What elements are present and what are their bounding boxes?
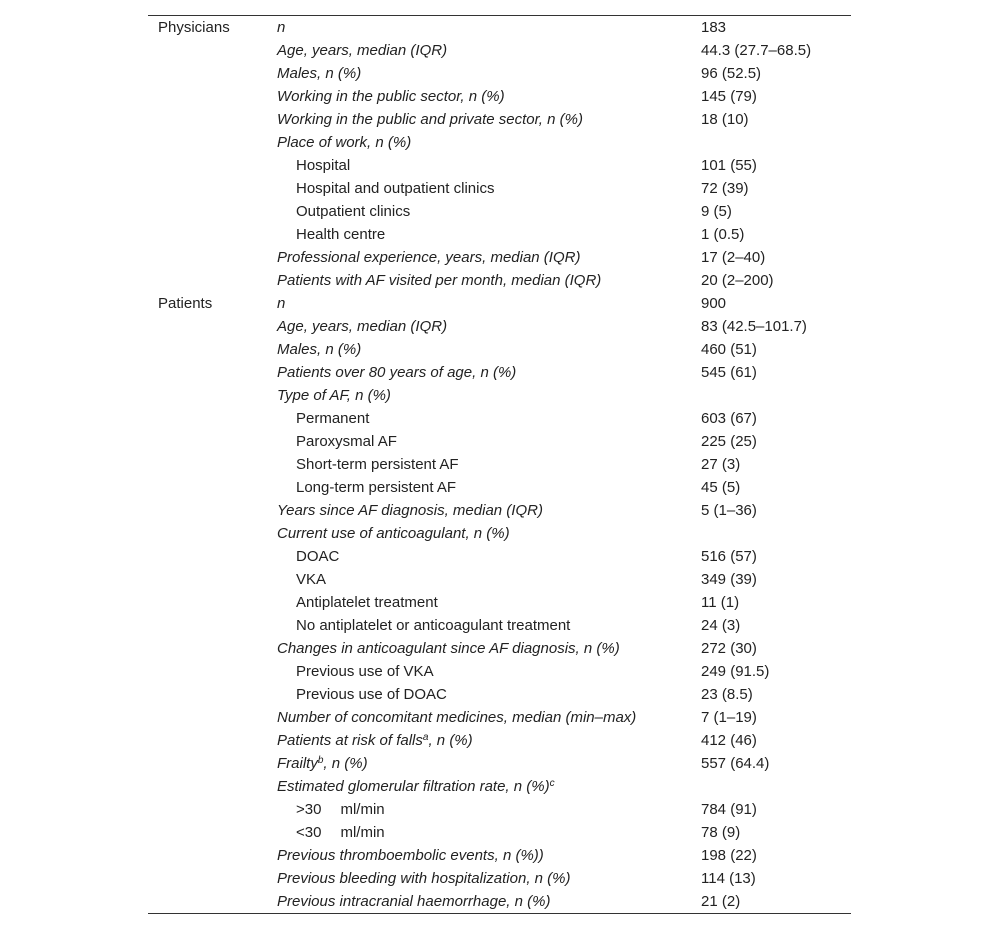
row-label — [277, 16, 285, 39]
row-label-text: Estimated glomerular filtration rate, n (%) — [277, 778, 550, 795]
row-value: 249 (91.5) — [701, 663, 770, 680]
table-row — [148, 890, 851, 913]
row-value: 20 (2–200) — [701, 272, 774, 289]
row-label — [277, 637, 620, 660]
table-row — [148, 16, 851, 39]
row-label — [277, 522, 510, 545]
row-value: 900 — [701, 295, 727, 312]
row-label-text: Males, n (%) — [277, 341, 362, 358]
table-row — [148, 844, 851, 867]
characteristics-table — [148, 15, 851, 914]
row-label-text: Health centre — [296, 226, 386, 243]
row-label-text: >30 — [296, 801, 322, 818]
row-value: 603 (67) — [701, 410, 757, 427]
row-value: 17 (2–40) — [701, 249, 766, 266]
row-label-text: n — [277, 295, 286, 312]
row-label — [296, 223, 385, 246]
row-label — [296, 200, 410, 223]
row-label-text: Previous bleeding with hospitalization, n (%) — [277, 870, 571, 887]
row-value: 272 (30) — [701, 640, 757, 657]
row-label-text: Patients with AF visited per month, median (IQR) — [277, 272, 602, 289]
row-label — [277, 131, 411, 154]
row-label-text: Previous thromboembolic events, n (%)) — [277, 847, 544, 864]
table-row — [148, 407, 851, 430]
row-label-text: Working in the public and private sector, n (%) — [277, 111, 583, 128]
row-label-text: Permanent — [296, 410, 370, 427]
row-label-text: No antiplatelet or anticoagulant treatment — [296, 617, 571, 634]
table-row — [148, 821, 851, 844]
table-row — [148, 131, 851, 154]
table-row — [148, 706, 851, 729]
row-label — [296, 545, 339, 568]
table-row — [148, 660, 851, 683]
row-value: 1 (0.5) — [701, 226, 745, 243]
row-unit: ml/min — [340, 824, 385, 841]
row-label — [296, 821, 385, 844]
table-row — [148, 867, 851, 890]
row-label-text: Outpatient clinics — [296, 203, 411, 220]
table-row — [148, 637, 851, 660]
row-value: 18 (10) — [701, 111, 749, 128]
row-label-text: Working in the public sector, n (%) — [277, 88, 505, 105]
table-row — [148, 154, 851, 177]
row-value: 101 (55) — [701, 157, 757, 174]
row-value: 7 (1–19) — [701, 709, 757, 726]
table-row — [148, 200, 851, 223]
table-row — [148, 499, 851, 522]
table-row — [148, 223, 851, 246]
row-label-suffix: , n (%) — [323, 755, 368, 772]
footnote-marker: a — [422, 732, 429, 743]
row-label-text: Previous use of DOAC — [296, 686, 447, 703]
group-label: Physicians — [158, 19, 230, 36]
row-label-text: Professional experience, years, median (IQR) — [277, 249, 581, 266]
row-label-text: <30 — [296, 824, 322, 841]
row-label — [277, 890, 550, 913]
row-label-text: Changes in anticoagulant since AF diagnosis, n (%) — [277, 640, 620, 657]
row-label — [296, 591, 438, 614]
row-label-text: Frailty — [277, 755, 318, 772]
table-row — [148, 568, 851, 591]
row-label-text: Place of work, n (%) — [277, 134, 412, 151]
row-label — [296, 476, 456, 499]
row-label — [277, 499, 543, 522]
row-label — [296, 453, 459, 476]
row-label-text: Males, n (%) — [277, 65, 362, 82]
row-label-text: Number of concomitant medicines, median (min–max) — [277, 709, 637, 726]
table-row — [148, 798, 851, 821]
table-row — [148, 545, 851, 568]
row-label-text: Long-term persistent AF — [296, 479, 457, 496]
row-label-text: n — [277, 19, 286, 36]
row-label-text: Hospital and outpatient clinics — [296, 180, 495, 197]
row-label — [277, 315, 447, 338]
table-row — [148, 614, 851, 637]
row-label — [277, 729, 473, 752]
row-value: 784 (91) — [701, 801, 757, 818]
row-label — [277, 844, 544, 867]
row-value: 225 (25) — [701, 433, 757, 450]
table-row — [148, 453, 851, 476]
row-label — [277, 62, 361, 85]
table-row — [148, 315, 851, 338]
row-value: 83 (42.5–101.7) — [701, 318, 807, 335]
row-label-text: Hospital — [296, 157, 351, 174]
table-row — [148, 246, 851, 269]
row-value: 78 (9) — [701, 824, 741, 841]
row-label-text: Type of AF, n (%) — [277, 387, 391, 404]
row-label-text: Antiplatelet treatment — [296, 594, 438, 611]
row-label-text: DOAC — [296, 548, 340, 565]
row-value: 9 (5) — [701, 203, 732, 220]
row-value: 460 (51) — [701, 341, 757, 358]
row-label — [277, 384, 391, 407]
row-label-text: Previous intracranial haemorrhage, n (%) — [277, 893, 551, 910]
table-row — [148, 591, 851, 614]
row-value: 545 (61) — [701, 364, 757, 381]
row-value: 516 (57) — [701, 548, 757, 565]
row-label-text: Paroxysmal AF — [296, 433, 397, 450]
table-row — [148, 476, 851, 499]
row-value: 557 (64.4) — [701, 755, 770, 772]
table-row — [148, 384, 851, 407]
row-label — [277, 867, 571, 890]
row-value: 11 (1) — [701, 594, 740, 611]
row-label-text: VKA — [296, 571, 327, 588]
table-row — [148, 177, 851, 200]
row-label — [296, 614, 570, 637]
row-value: 183 — [701, 19, 727, 36]
table-row — [148, 269, 851, 292]
table-row — [148, 729, 851, 752]
row-label-text: Current use of anticoagulant, n (%) — [277, 525, 510, 542]
row-label — [277, 361, 516, 384]
row-label-text: Age, years, median (IQR) — [277, 318, 448, 335]
row-label-suffix: , n (%) — [428, 732, 473, 749]
table-row — [148, 292, 851, 315]
row-value: 96 (52.5) — [701, 65, 762, 82]
table-row — [148, 85, 851, 108]
row-label — [296, 798, 385, 821]
table-row — [148, 752, 851, 775]
row-label — [277, 108, 583, 131]
row-label-text: Previous use of VKA — [296, 663, 434, 680]
row-value: 21 (2) — [701, 893, 741, 910]
footnote-marker: c — [549, 778, 555, 789]
table-row — [148, 361, 851, 384]
row-label — [296, 154, 350, 177]
row-label — [277, 246, 580, 269]
row-value: 44.3 (27.7–68.5) — [701, 42, 812, 59]
row-value: 27 (3) — [701, 456, 741, 473]
table-row — [148, 108, 851, 131]
table-row — [148, 683, 851, 706]
row-label — [296, 430, 397, 453]
row-label-text: Age, years, median (IQR) — [277, 42, 448, 59]
row-label — [277, 752, 368, 775]
row-value: 72 (39) — [701, 180, 749, 197]
row-label — [277, 269, 601, 292]
row-label — [296, 568, 326, 591]
table-row — [148, 39, 851, 62]
row-label-text: Years since AF diagnosis, median (IQR) — [277, 502, 543, 519]
row-label — [277, 39, 447, 62]
table-row — [148, 775, 851, 798]
row-value: 198 (22) — [701, 847, 757, 864]
row-label — [277, 292, 285, 315]
row-value: 412 (46) — [701, 732, 757, 749]
table-row — [148, 522, 851, 545]
row-label-text: Patients at risk of falls — [277, 732, 423, 749]
row-label — [296, 660, 434, 683]
table-row — [148, 338, 851, 361]
row-value: 114 (13) — [701, 870, 756, 887]
row-value: 145 (79) — [701, 88, 757, 105]
row-label — [296, 407, 369, 430]
row-value: 23 (8.5) — [701, 686, 753, 703]
group-label: Patients — [158, 295, 213, 312]
row-value: 5 (1–36) — [701, 502, 757, 519]
row-label — [277, 706, 636, 729]
row-value: 349 (39) — [701, 571, 757, 588]
table-row — [148, 62, 851, 85]
row-label-text: Short-term persistent AF — [296, 456, 459, 473]
row-label — [277, 775, 555, 798]
row-label-text: Patients over 80 years of age, n (%) — [277, 364, 517, 381]
row-label — [296, 177, 494, 200]
row-value: 24 (3) — [701, 617, 741, 634]
row-label — [277, 338, 361, 361]
row-label — [296, 683, 447, 706]
table-row — [148, 430, 851, 453]
row-label — [277, 85, 505, 108]
footnote-marker: b — [317, 755, 324, 766]
row-value: 45 (5) — [701, 479, 741, 496]
row-unit: ml/min — [340, 801, 385, 818]
